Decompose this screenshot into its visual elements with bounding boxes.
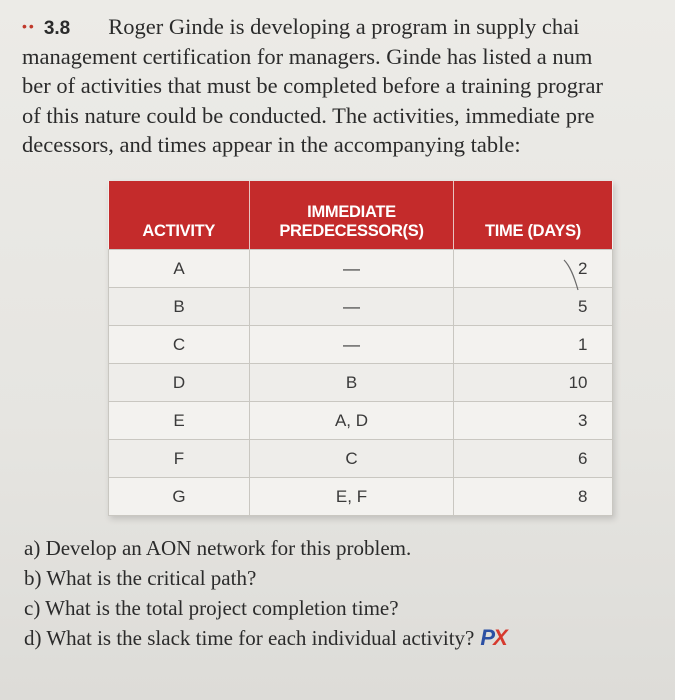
question-d: d) What is the slack time for each individual activity? — [24, 626, 475, 650]
header-predecessors — [250, 181, 454, 250]
table-header-row — [109, 181, 613, 250]
activity-table — [108, 181, 613, 516]
pen-mark-icon — [560, 256, 590, 296]
problem-number: 3.8 — [43, 18, 71, 39]
cell-time: 2 — [454, 250, 613, 288]
problem-text-1: Roger Ginde is developing a program in supply chai — [108, 14, 580, 39]
header-predecessors-line2: PREDECESSOR(S) — [279, 222, 424, 240]
cell-activity: G — [109, 478, 250, 516]
header-predecessors-line1: IMMEDIATE — [307, 203, 396, 221]
question-c: c) What is the total project completion time? — [24, 596, 399, 620]
px-logo-x: X — [493, 625, 506, 650]
question-d-line — [24, 623, 506, 653]
cell-predecessors: A, D — [250, 402, 454, 440]
table-row — [109, 250, 613, 288]
cell-activity: E — [109, 402, 250, 440]
cell-predecessors: E, F — [250, 478, 454, 516]
cell-predecessors: C — [250, 440, 454, 478]
cell-time: 3 — [454, 402, 613, 440]
table-row — [109, 402, 613, 440]
cell-predecessors: — — [250, 288, 454, 326]
cell-time: 6 — [454, 440, 613, 478]
cell-activity: B — [109, 288, 250, 326]
difficulty-dots: •• — [22, 18, 36, 34]
cell-predecessors: — — [250, 250, 454, 288]
question-b: b) What is the critical path? — [24, 566, 257, 590]
cell-time: 10 — [454, 364, 613, 402]
table-row — [109, 288, 613, 326]
table-row — [109, 440, 613, 478]
cell-predecessors: B — [250, 364, 454, 402]
cell-activity: C — [109, 326, 250, 364]
problem-line-5: decessors, and times appear in the accompanying table: — [22, 132, 521, 157]
cell-time: 5 — [454, 288, 613, 326]
table-row — [109, 478, 613, 516]
cell-time: 1 — [454, 326, 613, 364]
cell-activity: A — [109, 250, 250, 288]
header-time: TIME (DAYS) — [454, 181, 613, 250]
questions-list — [24, 533, 506, 653]
table-row — [109, 364, 613, 402]
problem-line-1 — [22, 12, 675, 42]
cell-activity: D — [109, 364, 250, 402]
problem-line-4: of this nature could be conducted. The activities, immediate pre — [22, 102, 595, 128]
cell-predecessors: — — [250, 326, 454, 364]
question-a: a) Develop an AON network for this problem. — [24, 536, 412, 560]
problem-statement — [22, 12, 675, 160]
problem-line-3: ber of activities that must be completed before a training prograr — [22, 73, 604, 98]
px-logo-p: P — [480, 625, 494, 650]
cell-time: 8 — [454, 478, 613, 516]
problem-line-2: management certification for managers. Ginde has listed a num — [22, 43, 593, 69]
px-logo-icon — [480, 623, 505, 653]
cell-activity: F — [109, 440, 250, 478]
table-row — [109, 326, 613, 364]
header-activity: ACTIVITY — [109, 181, 250, 250]
